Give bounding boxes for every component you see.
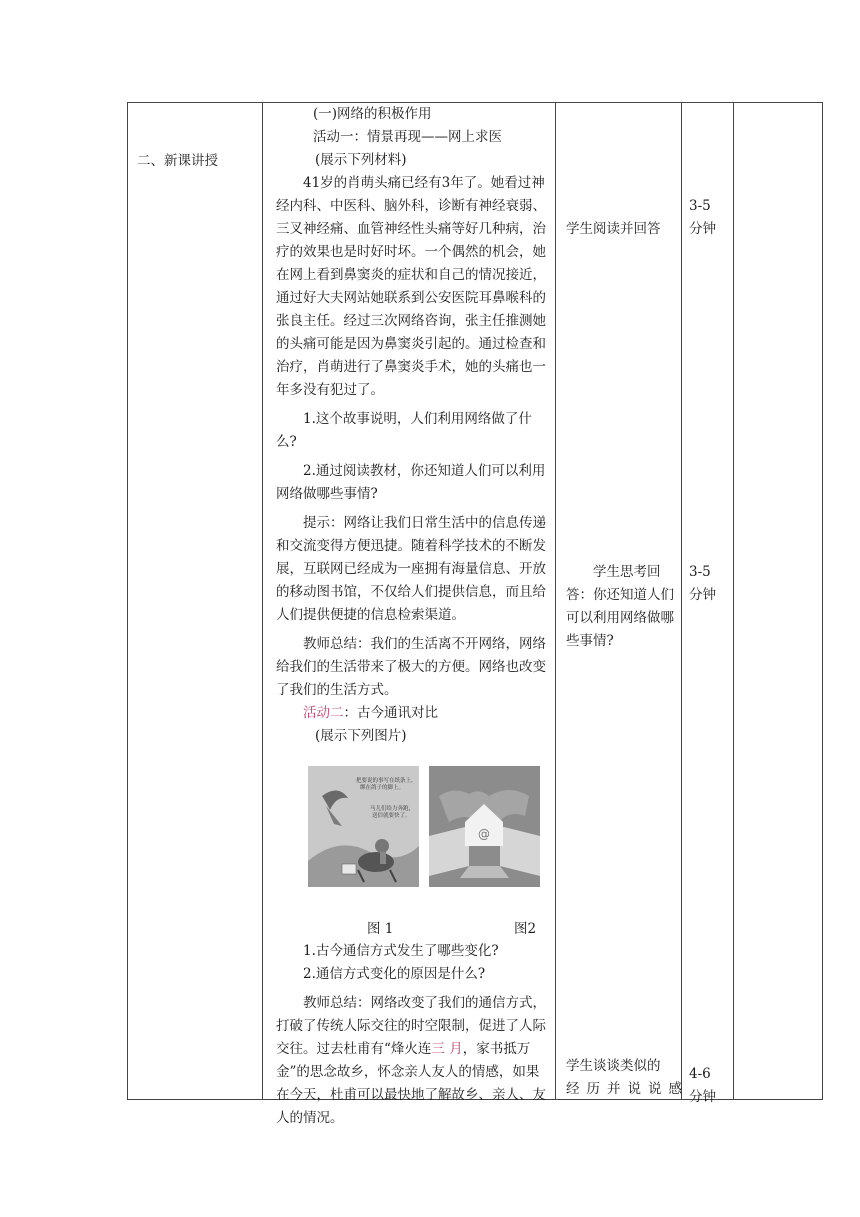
time-c-range: 4-6 — [689, 1066, 711, 1082]
time-b-unit: 分钟 — [689, 587, 716, 603]
image1-caption-line2: 绑在鸽子的脚上。 — [360, 785, 405, 791]
question-3: 1.古今通信方式发生了哪些变化? — [303, 943, 499, 959]
content-heading: (一)网络的积极作用 — [313, 106, 432, 122]
activity2-title — [276, 702, 548, 725]
question-2: 2.通过阅读教材，你还知道人们可以利用网络做哪些事情? — [276, 463, 546, 502]
at-sign-icon: @ — [478, 827, 490, 841]
summary2-part-b: ，家书抵万金”的思念故乡，怀念亲人友人的情感，如果在今天，杜甫可以最快地了解故乡、亲人、友人的情况。 — [276, 1041, 546, 1126]
student-activity-b: 学生思考回答：你还知道人们可以利用网络做哪些事情? — [566, 564, 674, 649]
image1-caption-line4: 送信就要快了。 — [372, 813, 411, 819]
lesson-table — [127, 102, 823, 1126]
question-1: 1.这个故事说明，人们利用网络做了什么? — [276, 411, 532, 450]
summary2-part-a: 教师总结：网络改变了我们的通信方式，打破了传统人际交往的时空限制，促进了人际交往。过去杜甫有“烽火连 — [276, 995, 546, 1057]
time-c — [689, 1063, 739, 1109]
teacher-summary-1: 教师总结：我们的生活离不开网络，网络给我们的生活带来了极大的方便。网络也改变了我们的生活方式。 — [276, 636, 546, 698]
comparison-images — [276, 766, 548, 912]
modern-communication-image — [429, 766, 540, 887]
hint-paragraph: 提示：网络让我们日常生活中的信息传递和交流变得方便迅捷。随着科学技术的不断发展，互联网已经成为一座拥有海量信息、开放的移动图书馆，不仅给人们提供信息，而且给人们提供便捷的信息检索渠道。 — [276, 515, 546, 623]
content-column — [276, 103, 548, 1130]
summary2-highlight: 三 月 — [431, 1041, 463, 1057]
story-paragraph: 41岁的肖萌头痛已经有3年了。她看过神经内科、中医科、脑外科，诊断有神经衰弱、三叉神经痛、血管神经性头痛等好几种病，治疗的效果也是时好时坏。一个偶然的机会，她在网上看到鼻窦炎的症状和自己的情况接近，通过好大夫网站她联系到公安医院耳鼻喉科的张良主任。经过三次网络咨询，张主任推测她的头痛可能是因为鼻窦炎引起的。通过检查和治疗，肖萌进行了鼻窦炎手术，她的头痛也一年多没有犯过了。 — [276, 175, 546, 398]
section-title: 二、新课讲授 — [137, 153, 218, 169]
figure-captions — [276, 918, 548, 940]
column-divider — [555, 103, 556, 1099]
time-c-unit: 分钟 — [689, 1089, 716, 1105]
time-a-range: 3-5 — [689, 198, 711, 214]
column-divider — [262, 103, 263, 1099]
student-activity-a: 学生阅读并回答 — [566, 221, 661, 237]
time-b-range: 3-5 — [689, 564, 711, 580]
image1-caption-line1: 把要说的事写在纸条上， — [356, 778, 417, 784]
time-a — [689, 195, 739, 241]
image1-caption-line3: 马儿们给力奔跑， — [370, 806, 415, 812]
student-activity-c — [566, 1055, 682, 1101]
pigeon-horse-illustration — [308, 766, 419, 887]
laptops-email-illustration — [429, 766, 540, 887]
activity2-show: (展示下列图片) — [315, 728, 407, 744]
activity1-title: 活动一：情景再现——网上求医 — [313, 129, 502, 145]
activity2-label: 活动二 — [303, 705, 344, 721]
figure-1-caption: 图 1 — [367, 921, 394, 937]
time-a-unit: 分钟 — [689, 221, 716, 237]
student-activity-c-line2: 经历并说说感 — [566, 1081, 682, 1097]
question-4: 2.通信方式变化的原因是什么? — [303, 966, 486, 982]
time-b — [689, 561, 739, 607]
activity2-rest: ：古今通讯对比 — [343, 705, 438, 721]
figure-2-caption: 图2 — [514, 921, 537, 937]
teacher-summary-2 — [276, 992, 548, 1130]
student-activity-c-line1: 学生谈谈类似的 — [566, 1058, 661, 1074]
ancient-communication-image — [308, 766, 419, 887]
activity1-show: (展示下列材料) — [315, 152, 407, 168]
